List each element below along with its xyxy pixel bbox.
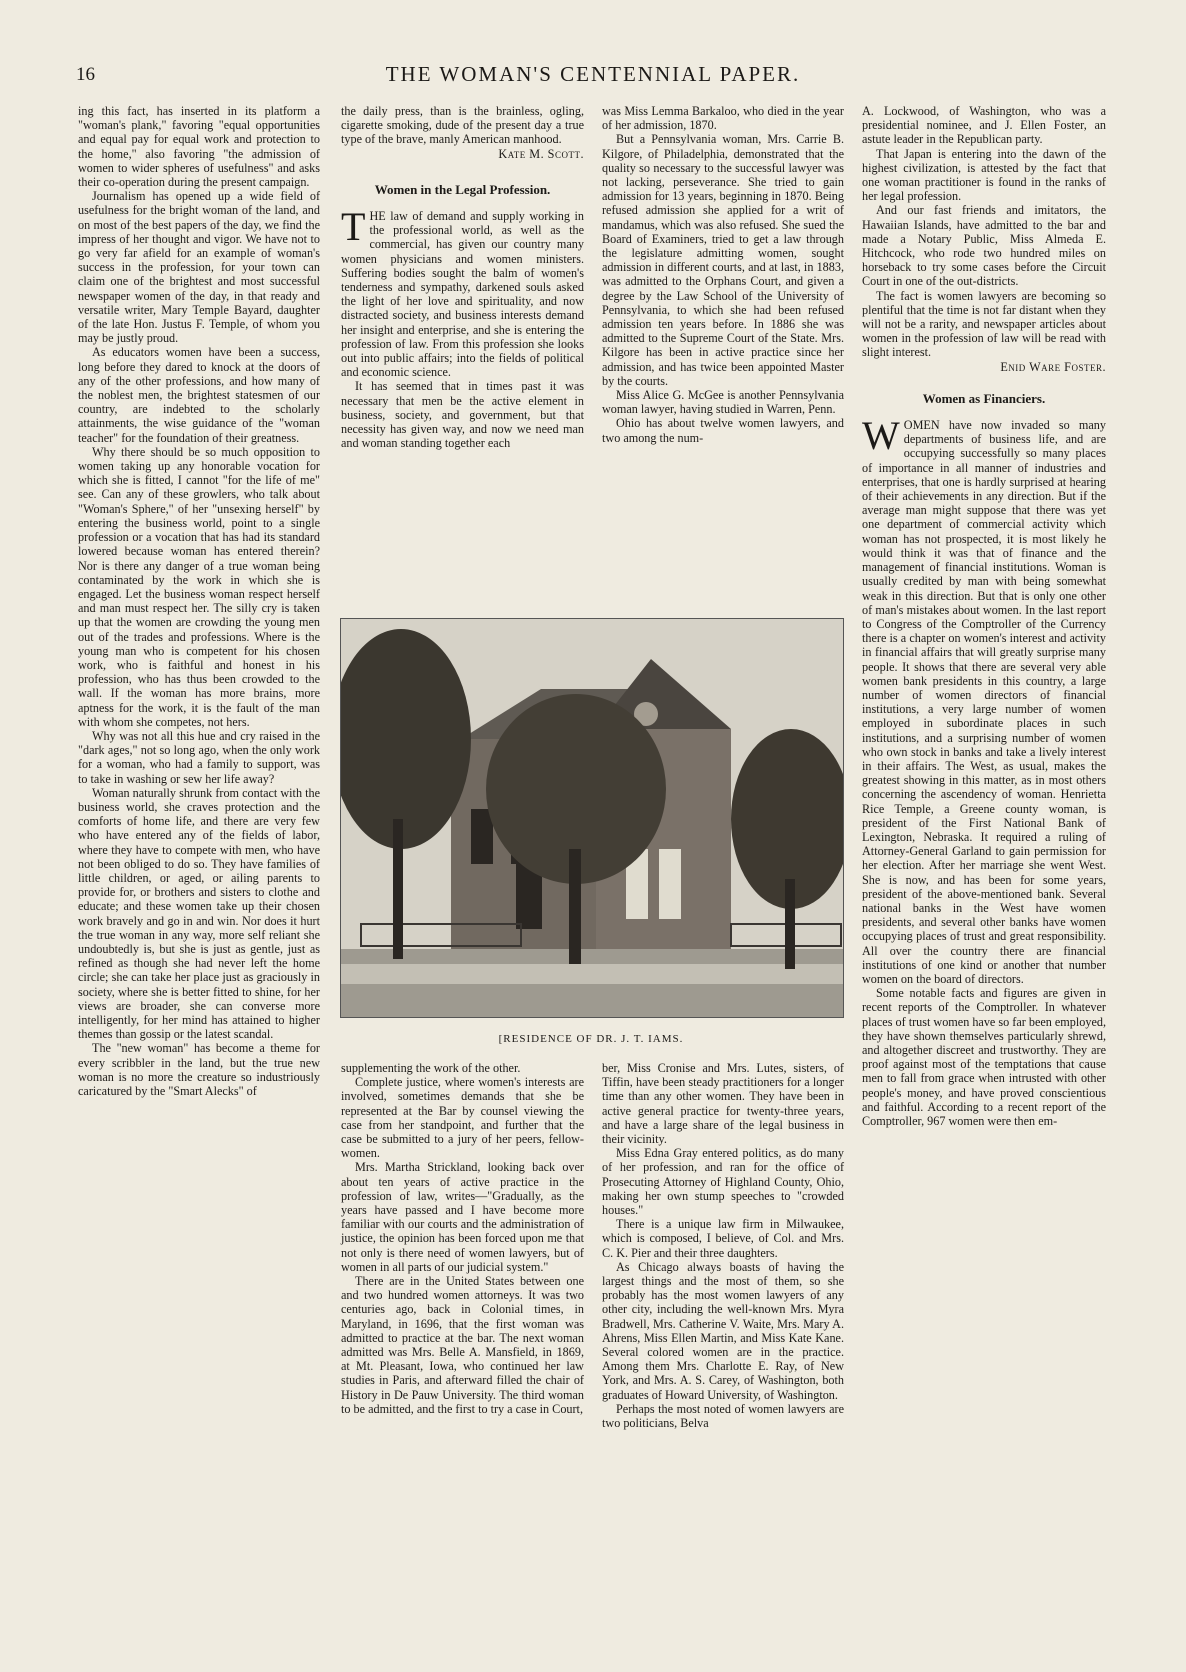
photo-caption: [RESIDENCE OF DR. J. T. IAMS. [498,1033,684,1045]
paragraph: ber, Miss Cronise and Mrs. Lutes, sisters, of Tiffin, have been steady practitioners for a longer time than any other women. They have been in active general practice for twenty-three years, and have a large share of the legal business in their vicinity. [602,1061,844,1147]
paragraph: Some notable facts and figures are given in recent reports of the Comptroller. In whatever places of trust women have so far been employed, they have shown themselves particularly shrewd, and altogether discreet and trustworthy. They are proof against most of the temptations that cause men to fall from grace when intrusted with other people's money, and have proved conscientious and faithful. According to a recent report of the Comptroller, 967 women were then em- [862,986,1107,1129]
paragraph: WOMEN have now invaded so many departments of business life, and are occupying successfully so many places of importance in all manner of industries and enterprises, that one is hardly surprised at hearing of their achievements in any direction. But if the average man might suppose that there was yet one department of commercial activity which woman has not prospected, it is most likely he would think it was that of finance and the management of financial institutions. Woman is usually credited by man with being somewhat weak in this direction. But that is only one other of man's mistakes about women. In the last report to Congress of the Comptroller of the Currency there is a chapter on women's interest and activity in financial affairs that will greatly surprise many people. It shows that there are several very able women bank presidents in this country, a large number of women directors of financial institutions, a very large number of women employed in subordinate places in such institutions, and a surprising number of women who own stock in banks and take a lively interest in their affairs. The West, as usual, makes the greatest showing in this matter, as in most others concerning the ascendency of woman. Henrietta Rice Temple, a Greene county woman, is president of the First National Bank of Lexington, Nebraska. It required a ruling of Attorney-General Garland to gain permission for her election. After her marriage she went West. She is now, and has been for some years, president of the above-mentioned bank. Several national banks in the West have women presidents, and several other banks have women occupying places of trust and great responsibility. All over the country there are financial institutions of one kind or another that number women on the board of directors. [862,413,1106,986]
paragraph: THE law of demand and supply working in the professional world, as well as the commercial, has given our country many women physicians and women ministers. Suffering bodies sought the balm of women's tenderness and sympathy, darkened souls asked the light of her love and spirituality, and now distracted society, and business interests demand her insight and enterprise, and she is entering the profession of law. From this profession she looks out into public affairs; into the fields of political and economic science. [341,204,584,380]
paragraph: Miss Edna Gray entered politics, as do many of her profession, and ran for the office of Prosecuting Attorney of Highland County, Ohio, making her own stump speeches to "crowded houses." [602,1146,844,1218]
paragraph: As educators women have been a success, long before they dared to knock at the doors of any of the other professions, and how many of the noblest men, the brightest statesmen of our country, are indebted to the scholarly attainments, the wise guidance of the "woman teacher" for the foundation of their greatness. [78,345,320,445]
section-title-legal: Women in the Legal Profession. [374,181,551,197]
paragraph: The "new woman" has become a theme for every scribbler in the land, but the true new woman is no more the creature so industriously caricatured by the "Smart Alecks" of [78,1041,320,1099]
column-2-top [341,104,584,450]
column-1 [78,104,320,1098]
drop-cap: W [862,413,900,459]
paragraph: The fact is women lawyers are becoming so plentiful that the time is not far distant when they will not be a rarity, and newspaper articles about women in the profession of law will be read with slight interest. [862,288,1106,360]
paragraph: Why was not all this hue and cry raised in the "dark ages," not so long ago, when the only work for a woman, who had a family to support, was to take in washing or sew her life away? [78,728,320,786]
paragraph: Complete justice, where women's interests are involved, sometimes demands that she be represented at the Bar by counsel viewing the case from her standpoint, and further that the case be submitted to a jury of her peers, fellow-women. [341,1075,584,1161]
paragraph: It has seemed that in times past it was necessary that men be the active element in business, society, and government, but that necessity has given way, and now we need man and woman standing together each [341,379,584,451]
paragraph: And our fast friends and imitators, the Hawaiian Islands, have admitted to the bar and made a Notary Public, Miss Almeda E. Hitchcock, who rode two hundred miles on horseback to try some cases before the Circuit Court in one of the out-districts. [862,203,1106,289]
column-3-top [602,104,844,445]
paragraph: A. Lockwood, of Washington, who was a presidential nominee, and J. Ellen Foster, an astute leader in the Republican party. [862,104,1106,147]
paragraph: Woman naturally shrunk from contact with the business world, she craves protection and the comforts of home life, and there are very few who have entered any of the fields of labor, where they have to compete with men, who have not been obliged to do so. They have families of little children, or aged, or ailing parents to provide for, or brothers and sisters to clothe and educate; and these women take up their chosen work bravely and go in and win. Nor does it hurt the true woman in any way, more self reliant she undoubtedly is, but she is just as gentle, just as refined as though she had never left the home circle; she can take her place just as graciously in society, where she is better fitted to shine, for her views are broader, she can converse more intelligently, for her mind has attained to higher themes than gossip or the latest scandal. [78,785,320,1042]
paragraph: Journalism has opened up a wide field of usefulness for the bright woman of the land, and on most of the best papers of the day, we find the impress of her thought and vigor. We have not to go very far afield for an example of woman's success in the profession, for your town can claim one of the brightest and most successful newspaper women of the day, in that ready and versatile writer, Mary Temple Bayard, daughter of the late Hon. Justus F. Temple, of whom you may be justly proud. [78,189,320,346]
paragraph: ing this fact, has inserted in its platform a "woman's plank," favoring "equal opportunities and equal pay for equal work and protection to the home," also favoring "the admission of women to wider spheres of usefulness" and asks their co-operation during the present campaign. [78,104,320,190]
paragraph: Ohio has about twelve women lawyers, and two among the num- [602,416,844,445]
paragraph: As Chicago always boasts of having the largest things and the most of them, so she probably has the most women lawyers of any other city, including the well-known Mrs. Myra Bradwell, Mrs. Catherine V. Waite, Mrs. Mary A. Ahrens, Miss Ellen Martin, and Miss Kate Kane. Several colored women are in the practice. Among them Mrs. Charlotte E. Ray, of New York, and Mrs. A. S. Carey, of Washington, both graduates of Howard University, of Washington. [602,1259,844,1402]
author-signature: Kate M. Scott. [498,146,584,161]
paragraph: Perhaps the most noted of women lawyers are two politicians, Belva [602,1401,844,1431]
column-3-bottom [602,1061,844,1430]
house-illustration [341,619,843,1017]
drop-cap: T [341,204,366,250]
paragraph: Mrs. Martha Strickland, looking back over about ten years of active practice in the profession of law, writes—"Gradually, as the years have passed and I have become more familiar with our courts and the administration of justice, the opinion has been forced upon me that not only is there need of women lawyers, but of women in all parts of our judicial system." [341,1160,584,1274]
paragraph: There are in the United States between one and two hundred women attorneys. It was two centuries ago, back in Colonial times, in Maryland, in 1696, that the first woman was admitted to practice at the bar. The next woman admitted was Mrs. Belle A. Mansfield, in 1869, at Mt. Pleasant, Iowa, who continued her law studies in Paris, and afterward filled the chair of History in De Pauw University. The third woman to be admitted, and the first to try a case in Court, [341,1274,584,1416]
house-photo [340,618,844,1018]
paragraph: the daily press, than is the brainless, ogling, cigarette smoking, dude of the present day a true type of the brave, manly American manhood. [341,104,584,147]
paragraph: There is a unique law firm in Milwaukee, which is composed, I believe, of Col. and Mrs. C. K. Pier and their three daughters. [602,1217,844,1260]
paragraph: That Japan is entering into the dawn of the highest civilization, is attested by the fact that one woman practitioner is found in the ranks of her legal profession. [862,146,1106,204]
paragraph: But a Pennsylvania woman, Mrs. Carrie B. Kilgore, of Philadelphia, demonstrated that the quality so necessary to the successful lawyer was not lacking, perseverance. She tried to gain admission for 13 years, beginning in 1870. Being refused admission she applied for a writ of mandamus, which was also refused. She sued the Board of Examiners, tried to get a law through the legislature admitting women, sought admission in different courts, and at last, in 1883, was admitted to the Orphans Court, and given a degree by the Law School of the University of Pennsylvania, to which she had been refused admission ten years before. In 1886 she was admitted to the Supreme Court of the State. Mrs. Kilgore has been in active practice since her admission, and has twice been appointed Master by the courts. [602,132,844,388]
paragraph: was Miss Lemma Barkaloo, who died in the year of her admission, 1870. [602,104,844,133]
author-signature: Enid Ware Foster. [1000,359,1106,374]
column-2-bottom [341,1061,584,1416]
page-number: 16 [76,64,95,85]
paragraph: supplementing the work of the other. [341,1061,521,1075]
paragraph: Why there should be so much opposition to women taking up any honorable vocation for which she is fitted, I cannot "for the life of me" see. Can any of these growlers, who talk about "Woman's Sphere," of her "unsexing herself" by entering the business world, point to a single profession or a vocation that has had its standard lowered because woman has entered therein? Nor is there any danger of a true woman being contaminated by the work in which she is engaged. Let the business woman respect herself and man must respect her. The silly cry is taken up that the women are crowding the young men out of the trades and professions. Where is the young man who is competent for his chosen work, who is faithful and honest in his profession, who has thus been crowded to the wall. If the woman has more brains, more aptness for the work, it is the fault of the man with whom she competes, not hers. [78,444,320,729]
running-head: THE WOMAN'S CENTENNIAL PAPER. [385,62,801,86]
column-4 [862,104,1106,1128]
section-title-financiers: Women as Financiers. [922,390,1046,406]
paragraph: Miss Alice G. McGee is another Pennsylvania woman lawyer, having studied in Warren, Penn. [602,388,844,417]
